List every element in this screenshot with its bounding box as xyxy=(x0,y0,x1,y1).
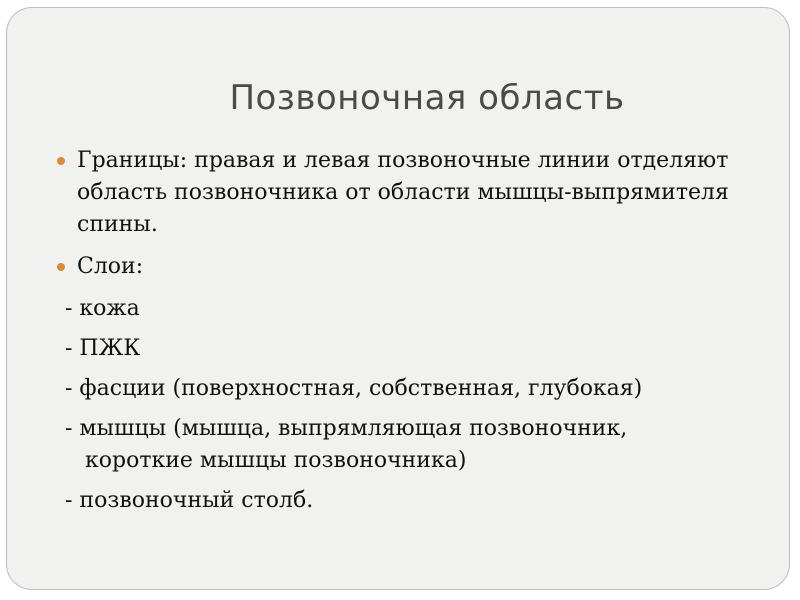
layer-item-fascia: - фасции (поверхностная, собственная, глубокая) xyxy=(65,376,643,401)
layer-item-muscles: - мышцы (мышца, выпрямляющая позвоночник, короткие мышцы позвоночника) xyxy=(65,416,628,473)
layer-item-skin: - кожа xyxy=(65,296,140,321)
layer-item-spinal-column: - позвоночный столб. xyxy=(65,488,314,513)
bullet-icon xyxy=(57,157,65,165)
layer-item-subcutaneous-fat: - ПЖК xyxy=(65,336,141,361)
bullet-text: Границы: правая и левая позвоночные линии отделяют область позвоночника от области мышцы-выпрямителя спины. xyxy=(77,148,729,237)
slide-body xyxy=(55,145,735,525)
slide-title: Позвоночная область xyxy=(229,78,625,118)
bullet-item-borders xyxy=(55,145,735,241)
bullet-text: Слои: xyxy=(77,254,144,279)
bullet-icon xyxy=(57,263,65,271)
slide xyxy=(6,7,790,590)
bullet-item-layers xyxy=(55,251,735,283)
